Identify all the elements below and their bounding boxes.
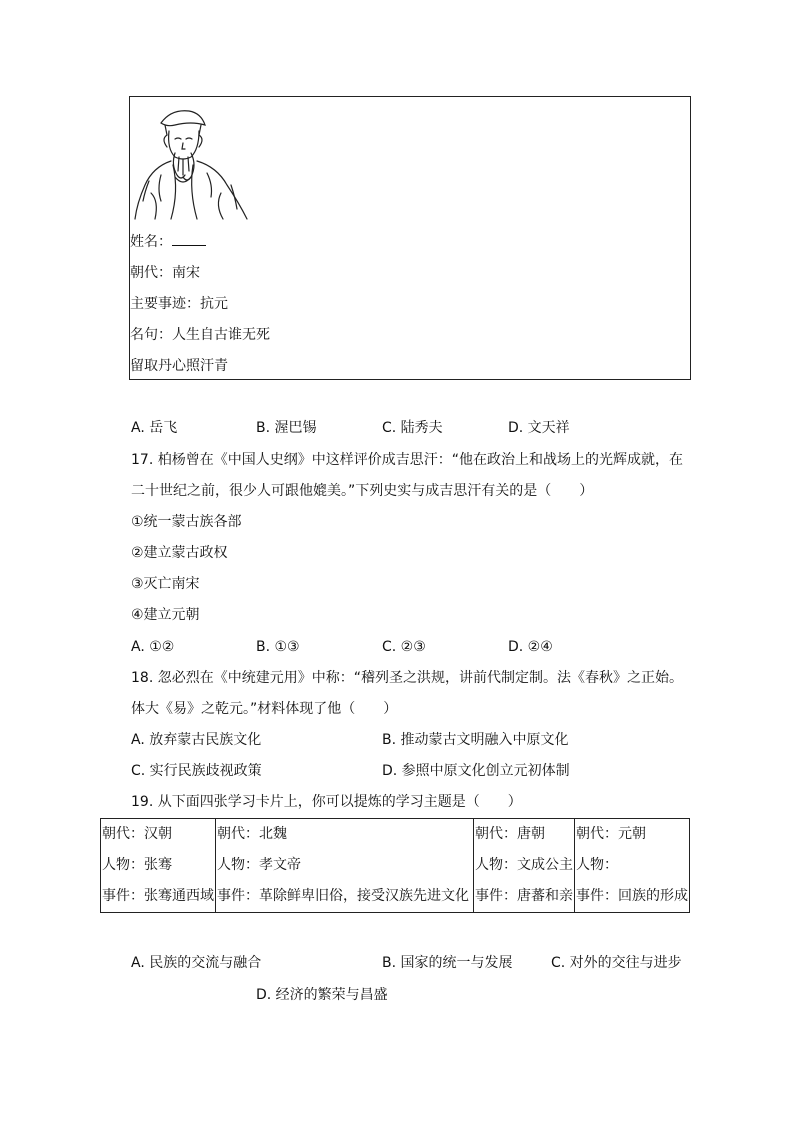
name-label: 姓名：: [130, 234, 172, 250]
q18-option-c: C. 实行民族歧视政策: [131, 763, 262, 779]
q18-stem-line-1: 18. 忽必烈在《中统建元用》中称：“稽列圣之洪规，讲前代制定制。法《春秋》之正始。: [131, 670, 683, 686]
study-cards-table: [100, 818, 690, 913]
name-blank: [172, 233, 206, 246]
card-dynasty: 朝代：汉朝: [102, 826, 172, 842]
card-person: 人物：文成公主: [475, 857, 573, 873]
q16-option-c: C. 陆秀夫: [382, 420, 443, 436]
study-card-han: [101, 819, 216, 913]
study-card-beiwei: [216, 819, 474, 913]
q19-stem: 19. 从下面四张学习卡片上，你可以提炼的学习主题是（ ）: [131, 794, 522, 810]
q18-option-a: A. 放弃蒙古民族文化: [131, 732, 262, 748]
card-event: 事件：张骞通西域: [102, 888, 214, 904]
card-person: 人物：孝文帝: [217, 857, 301, 873]
q16-option-a: A. 岳飞: [131, 420, 178, 436]
q17-item-1: ①统一蒙古族各部: [131, 514, 242, 530]
study-card-yuan: [575, 819, 690, 913]
q17-item-3: ③灭亡南宋: [131, 576, 200, 592]
q17-option-b: B. ①③: [256, 639, 300, 655]
q17-option-c: C. ②③: [382, 639, 426, 655]
card-event: 事件：回族的形成: [576, 888, 688, 904]
q19-option-d: D. 经济的繁荣与昌盛: [256, 987, 388, 1003]
card-event: 事件：革除鲜卑旧俗，接受汉族先进文化: [217, 888, 469, 904]
q17-option-d: D. ②④: [508, 639, 553, 655]
q17-item-2: ②建立蒙古政权: [131, 545, 228, 561]
dynasty-line: 朝代：南宋: [130, 265, 200, 281]
q18-stem-line-2: 体大《易》之乾元。”材料体现了他（ ）: [131, 701, 398, 717]
q19-option-b: B. 国家的统一与发展: [382, 955, 513, 971]
q17-option-a: A. ①②: [131, 639, 175, 655]
figure-card: [129, 96, 691, 380]
q17-stem-line-2: 二十世纪之前，很少人可跟他媲美。”下列史实与成吉思汗有关的是（ ）: [131, 483, 594, 499]
q17-stem-line-1: 17. 柏杨曾在《中国人史纲》中这样评价成吉思汗：“他在政治上和战场上的光辉成就，在: [131, 452, 683, 468]
quote-line-2: 留取丹心照汗青: [130, 358, 228, 374]
card-person: 人物：张骞: [102, 857, 172, 873]
card-dynasty: 朝代：元朝: [576, 826, 646, 842]
q17-item-4: ④建立元朝: [131, 607, 200, 623]
quote-line-1: 名句：人生自古谁无死: [130, 327, 270, 343]
q16-option-d: D. 文天祥: [508, 420, 570, 436]
card-dynasty: 朝代：唐朝: [475, 826, 545, 842]
portrait-illustration: [131, 101, 251, 221]
name-field: [130, 231, 206, 251]
card-event: 事件：唐蕃和亲: [475, 888, 573, 904]
q19-option-a: A. 民族的交流与融合: [131, 955, 262, 971]
card-person: 人物：: [576, 857, 618, 873]
q19-option-c: C. 对外的交往与进步: [551, 955, 682, 971]
study-card-tang: [474, 819, 575, 913]
card-dynasty: 朝代：北魏: [217, 826, 287, 842]
deeds-line: 主要事迹：抗元: [130, 296, 228, 312]
q18-option-b: B. 推动蒙古文明融入中原文化: [382, 732, 569, 748]
q16-option-b: B. 渥巴锡: [256, 420, 317, 436]
q18-option-d: D. 参照中原文化创立元初体制: [382, 763, 570, 779]
